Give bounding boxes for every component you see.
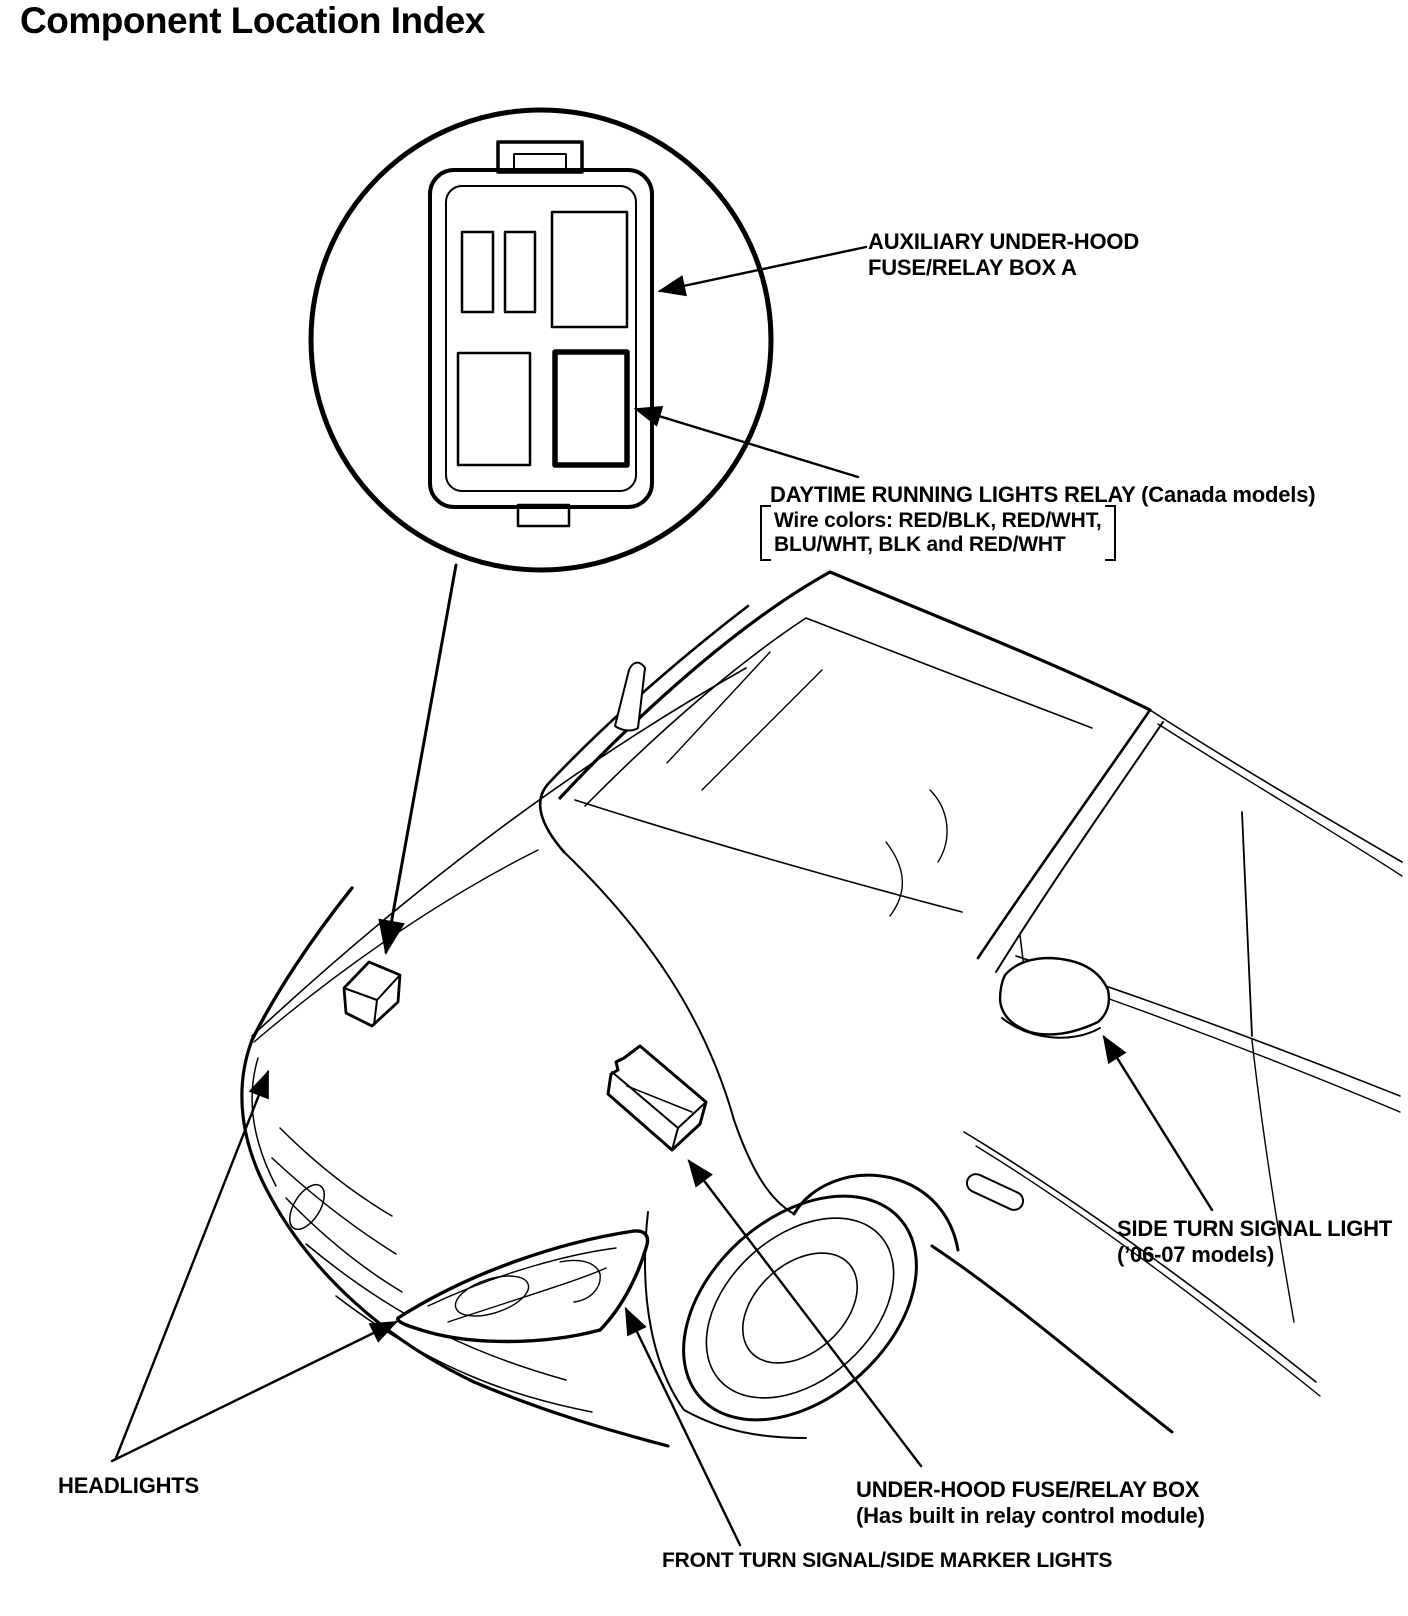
label-aux-fuse-box: AUXILIARY UNDER-HOOD FUSE/RELAY BOX A <box>868 229 1140 280</box>
hood-left-edge <box>252 888 352 1040</box>
drl-relay-highlight <box>555 352 627 465</box>
door-handle <box>964 1171 1026 1213</box>
roof-outline <box>560 572 1150 798</box>
wheel-arch <box>794 1175 958 1250</box>
label-side-turn-signal: SIDE TURN SIGNAL LIGHT (’06-07 models) <box>1117 1216 1393 1267</box>
bumper-lower-wrap <box>645 1212 806 1438</box>
wiper-blade <box>615 663 645 731</box>
leader-side-turn-signal <box>1104 1037 1212 1210</box>
interior-seat-curve <box>930 790 947 862</box>
windshield-left-edge <box>548 606 748 784</box>
leader-drl-relay <box>636 409 858 477</box>
b-pillar <box>1242 812 1252 1036</box>
fuse-slot-1 <box>462 232 493 312</box>
roofline-rear-1 <box>1150 710 1402 862</box>
door-shut-line <box>1252 1040 1294 1322</box>
side-mirror <box>1000 958 1109 1038</box>
hood-crease-2 <box>254 850 538 1042</box>
relay-slot-large <box>552 212 627 327</box>
fuse-box-top-tab <box>498 142 582 172</box>
underhood-fuse-box <box>608 1046 706 1150</box>
label-headlights: HEADLIGHTS <box>58 1473 200 1498</box>
roofline-rear-2 <box>1158 724 1402 876</box>
windshield-bottom-edge <box>575 800 962 912</box>
fender-top-line <box>564 852 794 1214</box>
rocker-panel <box>932 1246 1172 1432</box>
label-drl-relay: DAYTIME RUNNING LIGHTS RELAY (Canada models) <box>770 482 1316 507</box>
windshield-top-frame <box>585 618 1092 806</box>
fuse-slot-2 <box>505 232 535 312</box>
relay-slot-lower-left <box>458 353 530 465</box>
label-front-turn-signal: FRONT TURN SIGNAL/SIDE MARKER LIGHTS <box>662 1549 1113 1572</box>
magnifier-circle <box>311 110 771 570</box>
a-pillar-inner <box>996 722 1163 972</box>
hood-relay-box <box>344 962 400 1026</box>
headlight-outline <box>398 1231 648 1342</box>
label-underhood-fuse-box: UNDER-HOOD FUSE/RELAY BOX (Has built in relay control module) <box>856 1477 1205 1528</box>
fuse-relay-box-detail <box>430 142 652 526</box>
label-drl-wire-colors: Wire colors: RED/BLK, RED/WHT, BLU/WHT, BLK and RED/WHT <box>760 505 1116 561</box>
a-pillar <box>978 710 1150 958</box>
leader-headlights-upper <box>116 1072 268 1458</box>
page-title: Component Location Index <box>20 0 485 41</box>
windshield-reflection-1 <box>667 652 770 763</box>
headlight-assembly <box>398 1231 648 1342</box>
leader-headlights-lower <box>112 1322 396 1461</box>
dashboard-curve <box>886 842 902 916</box>
cowl-curve <box>540 784 564 852</box>
leader-arrows <box>112 247 1212 1545</box>
door-bottom-line-2 <box>976 1146 1320 1396</box>
windshield-reflection-2 <box>702 670 822 790</box>
leader-circle-to-hood-relay <box>386 565 456 952</box>
car-illustration <box>242 572 1402 1465</box>
